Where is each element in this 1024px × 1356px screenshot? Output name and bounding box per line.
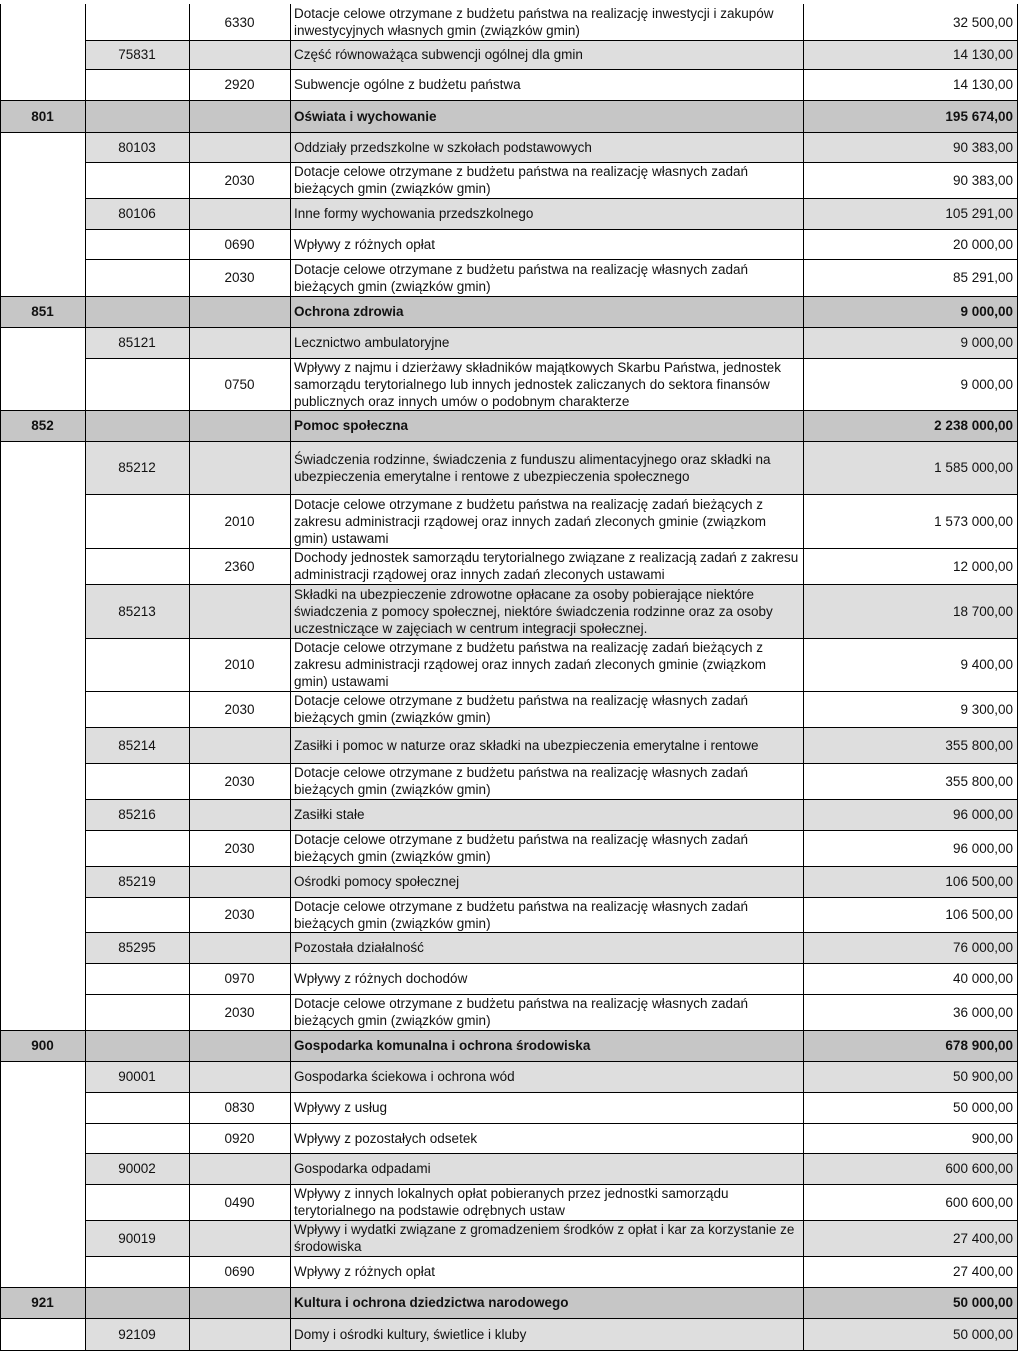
rozdzial-cell (85, 1123, 189, 1153)
nazwa-cell: Domy i ośrodki kultury, świetlice i kluby (290, 1318, 803, 1350)
rozdzial-cell (85, 830, 189, 866)
nazwa-cell: Dotacje celowe otrzymane z budżetu państwa na realizację własnych zadań bieżących gmin (związków gmin) (294, 765, 748, 797)
paragraf-cell (189, 1153, 290, 1184)
rozdzial-cell (85, 69, 189, 100)
rozdzial-row (0, 1061, 1024, 1092)
rozdzial-cell (85, 691, 189, 727)
rozdzial-row (0, 1153, 1024, 1184)
row-divider (0, 441, 1018, 442)
dzial-cell (0, 897, 85, 932)
kwota-cell: 600 600,00 (945, 1194, 1013, 1210)
paragraf-row (0, 994, 1024, 1030)
rozdzial-row (0, 441, 1024, 494)
kwota-cell: 9 400,00 (960, 657, 1013, 672)
row-divider (85, 727, 1018, 728)
rozdzial-cell (85, 259, 189, 296)
paragraf-cell (189, 327, 290, 358)
kwota-cell: 355 800,00 (803, 727, 1018, 763)
row-divider (85, 638, 1018, 639)
kwota-cell: 2 238 000,00 (803, 410, 1018, 441)
row-divider (85, 1153, 1018, 1154)
nazwa-cell: Zasiłki i pomoc w naturze oraz składki na ubezpieczenia emerytalne i rentowe (290, 727, 803, 763)
row-divider (85, 494, 1018, 495)
nazwa-cell: Wpływy z różnych opłat (294, 236, 436, 252)
row-divider (0, 410, 1018, 411)
nazwa-cell: Oddziały przedszkolne w szkołach podstawowych (290, 132, 803, 162)
row-divider (85, 40, 1018, 41)
rozdzial-row (0, 932, 1024, 963)
kwota-cell: 36 000,00 (952, 1004, 1013, 1020)
dzial-cell: 851 (0, 296, 85, 327)
paragraf-row (0, 897, 1024, 932)
dzial-cell (0, 1092, 85, 1123)
rozdzial-cell (85, 229, 189, 259)
dzial-cell (0, 327, 85, 358)
paragraf-row (0, 4, 1024, 40)
rozdzial-cell: 85214 (85, 727, 189, 763)
kwota-cell: 18 700,00 (803, 584, 1018, 638)
paragraf-cell: 2920 (224, 77, 255, 92)
dzial-cell (0, 494, 85, 548)
rozdzial-cell (85, 548, 189, 584)
rozdzial-cell (85, 100, 189, 132)
paragraf-row (0, 638, 1024, 691)
dzial-cell (0, 994, 85, 1030)
dzial-cell (0, 963, 85, 994)
dzial-cell (0, 932, 85, 963)
rozdzial-cell (85, 638, 189, 691)
paragraf-cell (189, 40, 290, 69)
paragraf-cell: 2030 (224, 270, 255, 285)
dzial-cell (0, 229, 85, 259)
paragraf-cell: 0490 (224, 1194, 255, 1210)
nazwa-cell: Składki na ubezpieczenie zdrowotne opłacane za osoby pobierające niektóre świadczenia z pomocy społecznej, niektóre świadczenia rodzinne oraz za osoby uczestniczące w zajęciach w centrum integracji społecznej. (290, 584, 803, 638)
nazwa-cell: Część równoważąca subwencji ogólnej dla gmin (290, 40, 803, 69)
kwota-cell: 90 383,00 (803, 132, 1018, 162)
kwota-cell: 678 900,00 (803, 1030, 1018, 1061)
paragraf-cell: 2360 (224, 558, 255, 574)
dzial-cell: 852 (0, 410, 85, 441)
nazwa-cell: Ośrodki pomocy społecznej (290, 866, 803, 897)
paragraf-row (0, 229, 1024, 259)
rozdzial-cell: 85121 (85, 327, 189, 358)
paragraf-row (0, 69, 1024, 100)
dzial-cell (0, 441, 85, 494)
paragraf-cell (189, 132, 290, 162)
dzial-cell: 900 (0, 1030, 85, 1061)
nazwa-cell: Inne formy wychowania przedszkolnego (290, 198, 803, 229)
kwota-cell: 40 000,00 (952, 971, 1013, 986)
nazwa-cell: Oświata i wychowanie (290, 100, 803, 132)
paragraf-cell (189, 1220, 290, 1256)
paragraf-row (0, 259, 1024, 296)
kwota-cell: 32 500,00 (952, 14, 1013, 30)
kwota-cell: 20 000,00 (952, 236, 1013, 252)
rozdzial-row (0, 198, 1024, 229)
dzial-cell (0, 40, 85, 69)
paragraf-row (0, 763, 1024, 799)
rozdzial-cell: 85219 (85, 866, 189, 897)
rozdzial-row (0, 132, 1024, 162)
nazwa-cell: Gospodarka ściekowa i ochrona wód (290, 1061, 803, 1092)
kwota-cell: 600 600,00 (803, 1153, 1018, 1184)
kwota-cell: 50 900,00 (803, 1061, 1018, 1092)
rozdzial-cell (85, 358, 189, 410)
row-divider (85, 1123, 1018, 1124)
rozdzial-cell (85, 1092, 189, 1123)
paragraf-cell (189, 866, 290, 897)
rozdzial-cell: 85295 (85, 932, 189, 963)
nazwa-cell: Dochody jednostek samorządu terytorialnego związane z realizacją zadań z zakresu administracji rządowej oraz innych zadań zleconych ustawami (294, 550, 799, 582)
row-divider (85, 198, 1018, 199)
rozdzial-cell: 85212 (85, 441, 189, 494)
nazwa-cell: Ochrona zdrowia (290, 296, 803, 327)
paragraf-cell (189, 1287, 290, 1318)
kwota-cell: 27 400,00 (952, 1264, 1013, 1279)
paragraf-row (0, 1123, 1024, 1153)
kwota-cell: 1 573 000,00 (934, 513, 1013, 529)
row-divider (85, 830, 1018, 831)
kwota-cell: 50 000,00 (803, 1318, 1018, 1350)
dzial-row (0, 410, 1024, 441)
column-divider (803, 4, 804, 1351)
kwota-cell: 50 000,00 (952, 1100, 1013, 1115)
nazwa-cell: Dotacje celowe otrzymane z budżetu państwa na realizację własnych zadań bieżących gmin (związków gmin) (294, 693, 748, 725)
kwota-cell: 106 500,00 (803, 866, 1018, 897)
paragraf-cell: 0920 (224, 1130, 255, 1146)
paragraf-cell: 2010 (224, 657, 255, 672)
paragraf-cell: 2030 (224, 172, 255, 188)
row-divider (0, 132, 1018, 133)
dzial-cell (0, 358, 85, 410)
kwota-cell: 355 800,00 (945, 773, 1013, 789)
row-divider (85, 963, 1018, 964)
nazwa-cell: Subwencje ogólne z budżetu państwa (294, 77, 521, 92)
dzial-cell (0, 830, 85, 866)
dzial-cell (0, 162, 85, 198)
dzial-cell (0, 1256, 85, 1287)
dzial-cell (0, 691, 85, 727)
rozdzial-cell (85, 162, 189, 198)
rozdzial-cell: 80106 (85, 198, 189, 229)
rozdzial-cell (85, 4, 189, 40)
paragraf-cell: 2030 (224, 773, 255, 789)
paragraf-row (0, 494, 1024, 548)
paragraf-cell: 2030 (224, 907, 255, 922)
rozdzial-cell: 90019 (85, 1220, 189, 1256)
nazwa-cell: Pomoc społeczna (290, 410, 803, 441)
paragraf-cell (189, 932, 290, 963)
paragraf-row (0, 691, 1024, 727)
paragraf-cell (189, 410, 290, 441)
kwota-cell: 14 130,00 (952, 77, 1013, 92)
rozdzial-row (0, 584, 1024, 638)
kwota-cell: 85 291,00 (952, 270, 1013, 285)
rozdzial-cell (85, 296, 189, 327)
row-divider (0, 296, 1018, 297)
nazwa-cell: Wpływy z najmu i dzierżawy składników majątkowych Skarbu Państwa, jednostek samorządu terytorialnego lub innych jednostek zaliczanych do sektora finansów publicznych oraz innych umów o podobnym charakterze (294, 359, 781, 409)
rozdzial-row (0, 327, 1024, 358)
rozdzial-row (0, 727, 1024, 763)
rozdzial-cell (85, 1184, 189, 1220)
nazwa-cell: Dotacje celowe otrzymane z budżetu państwa na realizację inwestycji i zakupów inwestycyjnych własnych gmin (związków gmin) (294, 6, 774, 38)
dzial-cell (0, 763, 85, 799)
kwota-cell: 76 000,00 (803, 932, 1018, 963)
dzial-cell: 921 (0, 1287, 85, 1318)
paragraf-cell: 0690 (224, 236, 255, 252)
row-divider (0, 1030, 1018, 1031)
dzial-cell: 801 (0, 100, 85, 132)
dzial-row (0, 1287, 1024, 1318)
rozdzial-cell (85, 1256, 189, 1287)
rozdzial-row (0, 866, 1024, 897)
nazwa-cell: Wpływy i wydatki związane z gromadzeniem środków z opłat i kar za korzystanie ze środowiska (290, 1220, 803, 1256)
row-divider (85, 1220, 1018, 1221)
row-divider (85, 1256, 1018, 1257)
row-divider (85, 994, 1018, 995)
dzial-cell (0, 198, 85, 229)
paragraf-row (0, 963, 1024, 994)
kwota-cell: 9 000,00 (803, 296, 1018, 327)
paragraf-row (0, 162, 1024, 198)
row-divider (85, 69, 1018, 70)
paragraf-row (0, 830, 1024, 866)
paragraf-cell (189, 296, 290, 327)
nazwa-cell: Zasiłki stałe (290, 799, 803, 830)
kwota-cell: 106 500,00 (945, 907, 1013, 922)
paragraf-cell (189, 584, 290, 638)
column-divider (1017, 4, 1018, 1351)
paragraf-cell (189, 1030, 290, 1061)
nazwa-cell: Pozostała działalność (290, 932, 803, 963)
dzial-cell (0, 638, 85, 691)
row-divider (85, 229, 1018, 230)
kwota-cell: 1 585 000,00 (803, 441, 1018, 494)
row-divider (85, 358, 1018, 359)
row-divider (85, 548, 1018, 549)
nazwa-cell: Dotacje celowe otrzymane z budżetu państwa na realizację własnych zadań bieżących gmin (związków gmin) (294, 898, 748, 931)
row-divider (0, 1061, 1018, 1062)
kwota-cell: 90 383,00 (952, 172, 1013, 188)
paragraf-cell: 0690 (224, 1264, 255, 1279)
rozdzial-row (0, 799, 1024, 830)
rozdzial-cell (85, 994, 189, 1030)
paragraf-cell (189, 799, 290, 830)
kwota-cell: 9 300,00 (960, 701, 1013, 717)
paragraf-cell: 0970 (224, 971, 255, 986)
paragraf-cell (189, 441, 290, 494)
paragraf-cell (189, 1318, 290, 1350)
nazwa-cell: Wpływy z innych lokalnych opłat pobieranych przez jednostki samorządu terytorialnego na podstawie odrębnych ustaw (294, 1186, 729, 1218)
rozdzial-cell: 85213 (85, 584, 189, 638)
paragraf-row (0, 1184, 1024, 1220)
row-divider (85, 691, 1018, 692)
rozdzial-row (0, 1318, 1024, 1350)
nazwa-cell: Gospodarka odpadami (290, 1153, 803, 1184)
paragraf-cell (189, 727, 290, 763)
rozdzial-cell: 75831 (85, 40, 189, 69)
dzial-cell (0, 69, 85, 100)
nazwa-cell: Dotacje celowe otrzymane z budżetu państwa na realizację zadań bieżących z zakresu administracji rządowej oraz innych zadań zleconych gminie (związkom gmin) ustawami (294, 640, 766, 689)
row-divider (85, 584, 1018, 585)
paragraf-cell: 0830 (224, 1100, 255, 1115)
rozdzial-cell: 90001 (85, 1061, 189, 1092)
kwota-cell: 12 000,00 (952, 558, 1013, 574)
dzial-cell (0, 1123, 85, 1153)
dzial-cell (0, 4, 85, 40)
paragraf-row (0, 1092, 1024, 1123)
paragraf-row (0, 358, 1024, 410)
rozdzial-cell (85, 763, 189, 799)
kwota-cell: 50 000,00 (803, 1287, 1018, 1318)
dzial-cell (0, 799, 85, 830)
dzial-cell (0, 1061, 85, 1092)
nazwa-cell: Wpływy z usług (294, 1100, 388, 1115)
row-divider (85, 897, 1018, 898)
row-divider (85, 1092, 1018, 1093)
row-divider (0, 1318, 1018, 1319)
dzial-row (0, 1030, 1024, 1061)
row-divider (0, 1350, 1018, 1351)
row-divider (0, 327, 1018, 328)
nazwa-cell: Gospodarka komunalna i ochrona środowiska (290, 1030, 803, 1061)
nazwa-cell: Dotacje celowe otrzymane z budżetu państwa na realizację zadań bieżących z zakresu administracji rządowej oraz innych zadań zleconych gminie (związkom gmin) ustawami (294, 496, 766, 546)
paragraf-cell: 2030 (224, 1004, 255, 1020)
dzial-cell (0, 1153, 85, 1184)
rozdzial-row (0, 1220, 1024, 1256)
row-divider (0, 100, 1018, 101)
rozdzial-cell (85, 1287, 189, 1318)
kwota-cell: 14 130,00 (803, 40, 1018, 69)
nazwa-cell: Dotacje celowe otrzymane z budżetu państwa na realizację własnych zadań bieżących gmin (związków gmin) (294, 996, 748, 1028)
nazwa-cell: Wpływy z różnych dochodów (294, 971, 468, 986)
dzial-cell (0, 132, 85, 162)
row-divider (85, 799, 1018, 800)
rozdzial-cell (85, 1030, 189, 1061)
rozdzial-cell (85, 494, 189, 548)
row-divider (0, 1287, 1018, 1288)
nazwa-cell: Dotacje celowe otrzymane z budżetu państwa na realizację własnych zadań bieżących gmin (związków gmin) (294, 164, 748, 196)
dzial-cell (0, 259, 85, 296)
nazwa-cell: Lecznictwo ambulatoryjne (290, 327, 803, 358)
row-divider (85, 763, 1018, 764)
dzial-cell (0, 1220, 85, 1256)
row-divider (85, 259, 1018, 260)
nazwa-cell: Świadczenia rodzinne, świadczenia z funduszu alimentacyjnego oraz składki na ubezpieczenia emerytalne i rentowe z ubezpieczenia społecznego (290, 441, 803, 494)
nazwa-cell: Dotacje celowe otrzymane z budżetu państwa na realizację własnych zadań bieżących gmin (związków gmin) (294, 832, 748, 864)
kwota-cell: 900,00 (971, 1130, 1013, 1146)
paragraf-cell: 2010 (224, 513, 255, 529)
dzial-cell (0, 548, 85, 584)
dzial-cell (0, 866, 85, 897)
dzial-row (0, 100, 1024, 132)
paragraf-cell: 6330 (224, 14, 255, 30)
column-divider (290, 4, 291, 1351)
dzial-row (0, 296, 1024, 327)
dzial-cell (0, 727, 85, 763)
nazwa-cell: Kultura i ochrona dziedzictwa narodowego (290, 1287, 803, 1318)
row-divider (85, 866, 1018, 867)
row-divider (85, 932, 1018, 933)
column-divider (189, 4, 190, 1351)
rozdzial-cell (85, 410, 189, 441)
rozdzial-row (0, 40, 1024, 69)
column-divider (85, 4, 86, 1351)
dzial-cell (0, 584, 85, 638)
paragraf-cell (189, 1061, 290, 1092)
kwota-cell: 105 291,00 (803, 198, 1018, 229)
rozdzial-cell: 85216 (85, 799, 189, 830)
rozdzial-cell (85, 963, 189, 994)
nazwa-cell: Wpływy z różnych opłat (294, 1264, 436, 1279)
paragraf-cell: 2030 (224, 701, 255, 717)
kwota-cell: 27 400,00 (803, 1220, 1018, 1256)
paragraf-cell (189, 100, 290, 132)
kwota-cell: 9 000,00 (960, 376, 1013, 392)
rozdzial-cell (85, 897, 189, 932)
paragraf-cell: 0750 (224, 376, 255, 392)
kwota-cell: 96 000,00 (803, 799, 1018, 830)
kwota-cell: 9 000,00 (803, 327, 1018, 358)
rozdzial-cell: 92109 (85, 1318, 189, 1350)
rozdzial-cell: 80103 (85, 132, 189, 162)
kwota-cell: 96 000,00 (952, 840, 1013, 856)
paragraf-row (0, 1256, 1024, 1287)
nazwa-cell: Wpływy z pozostałych odsetek (294, 1130, 478, 1146)
dzial-cell (0, 1184, 85, 1220)
paragraf-cell: 2030 (224, 840, 255, 856)
kwota-cell: 195 674,00 (803, 100, 1018, 132)
row-divider (85, 162, 1018, 163)
dzial-cell (0, 1318, 85, 1350)
nazwa-cell: Dotacje celowe otrzymane z budżetu państwa na realizację własnych zadań bieżących gmin (związków gmin) (294, 261, 748, 294)
column-divider (0, 4, 1, 1351)
paragraf-cell (189, 198, 290, 229)
row-divider (85, 1184, 1018, 1185)
rozdzial-cell: 90002 (85, 1153, 189, 1184)
paragraf-row (0, 548, 1024, 584)
